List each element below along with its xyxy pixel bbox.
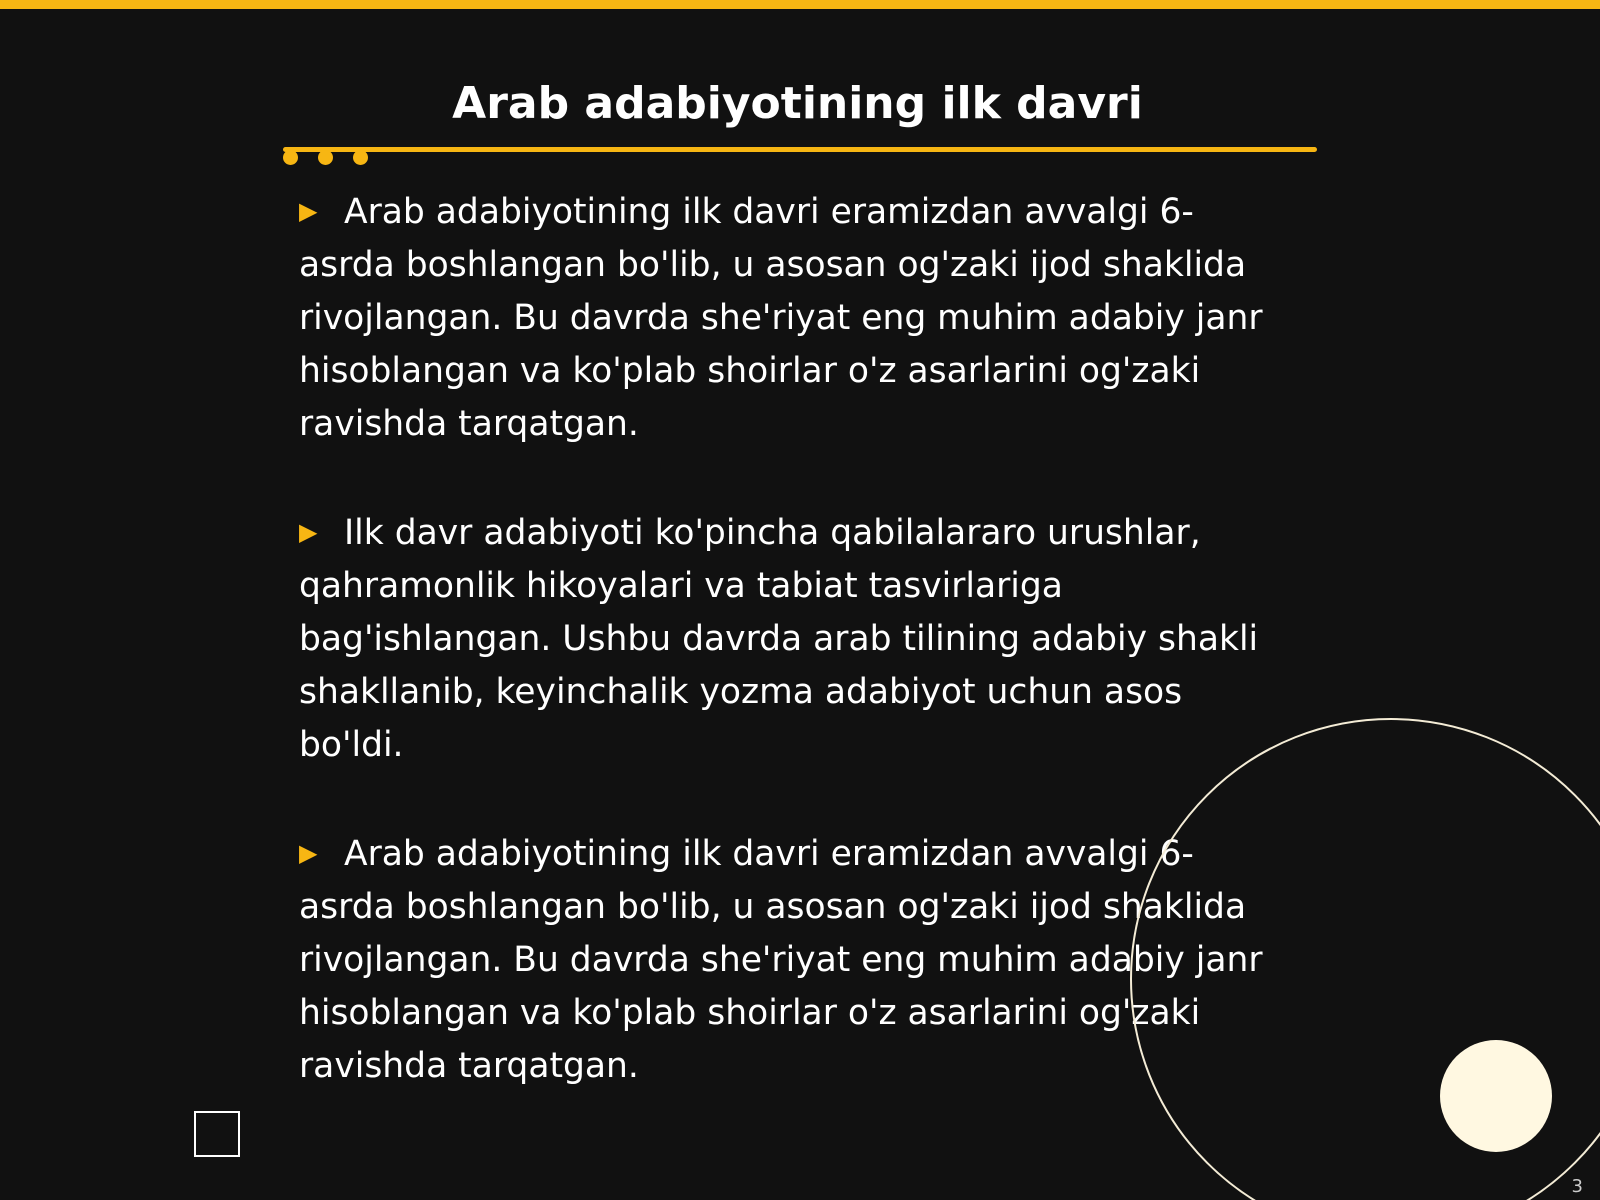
slide-title: Arab adabiyotining ilk davri [452, 78, 1143, 129]
bullet-line: bag'ishlangan. Ushbu davrda arab tilining adabiy shakli [299, 619, 1259, 659]
bullet-arrow-icon: ▶ [299, 518, 318, 546]
bullet-line: ▶ Arab adabiyotining ilk davri eramizdan avvalgi 6- [299, 185, 1309, 239]
decorative-dot-icon [353, 150, 368, 165]
bullet-line: ravishda tarqatgan. [299, 1046, 639, 1086]
decorative-dot-icon [318, 150, 333, 165]
bullet-arrow-icon: ▶ [299, 839, 318, 867]
bullet-line: hisoblangan va ko'plab shoirlar o'z asarlarini og'zaki [299, 993, 1201, 1033]
top-accent-bar [0, 0, 1600, 9]
bullet-line: rivojlangan. Bu davrda she'riyat eng muhim adabiy janr [299, 298, 1263, 338]
bullet-line: rivojlangan. Bu davrda she'riyat eng muhim adabiy janr [299, 940, 1263, 980]
bullet-line: qahramonlik hikoyalari va tabiat tasvirlariga [299, 566, 1063, 606]
bullet-line: ▶ Arab adabiyotining ilk davri eramizdan avvalgi 6- [299, 827, 1309, 881]
decorative-dot-icon [283, 150, 298, 165]
bullet-line: asrda boshlangan bo'lib, u asosan og'zaki ijod shaklida [299, 245, 1247, 285]
bullet-arrow-icon: ▶ [299, 197, 318, 225]
bullet-item [299, 185, 1309, 451]
bullet-line: shakllanib, keyinchalik yozma adabiyot uchun asos [299, 672, 1183, 712]
slide-number: 3 [1571, 1176, 1583, 1197]
bullet-line: ravishda tarqatgan. [299, 404, 639, 444]
bullet-item [299, 506, 1309, 772]
bullet-line: asrda boshlangan bo'lib, u asosan og'zaki ijod shaklida [299, 887, 1247, 927]
bullet-line: bo'ldi. [299, 725, 404, 765]
title-underline [283, 147, 1317, 152]
bullet-line: hisoblangan va ko'plab shoirlar o'z asarlarini og'zaki [299, 351, 1201, 391]
decorative-square-icon [194, 1111, 240, 1157]
bullet-line: ▶ Ilk davr adabiyoti ko'pincha qabilalararo urushlar, [299, 506, 1309, 560]
decorative-circle-icon [1440, 1040, 1552, 1152]
